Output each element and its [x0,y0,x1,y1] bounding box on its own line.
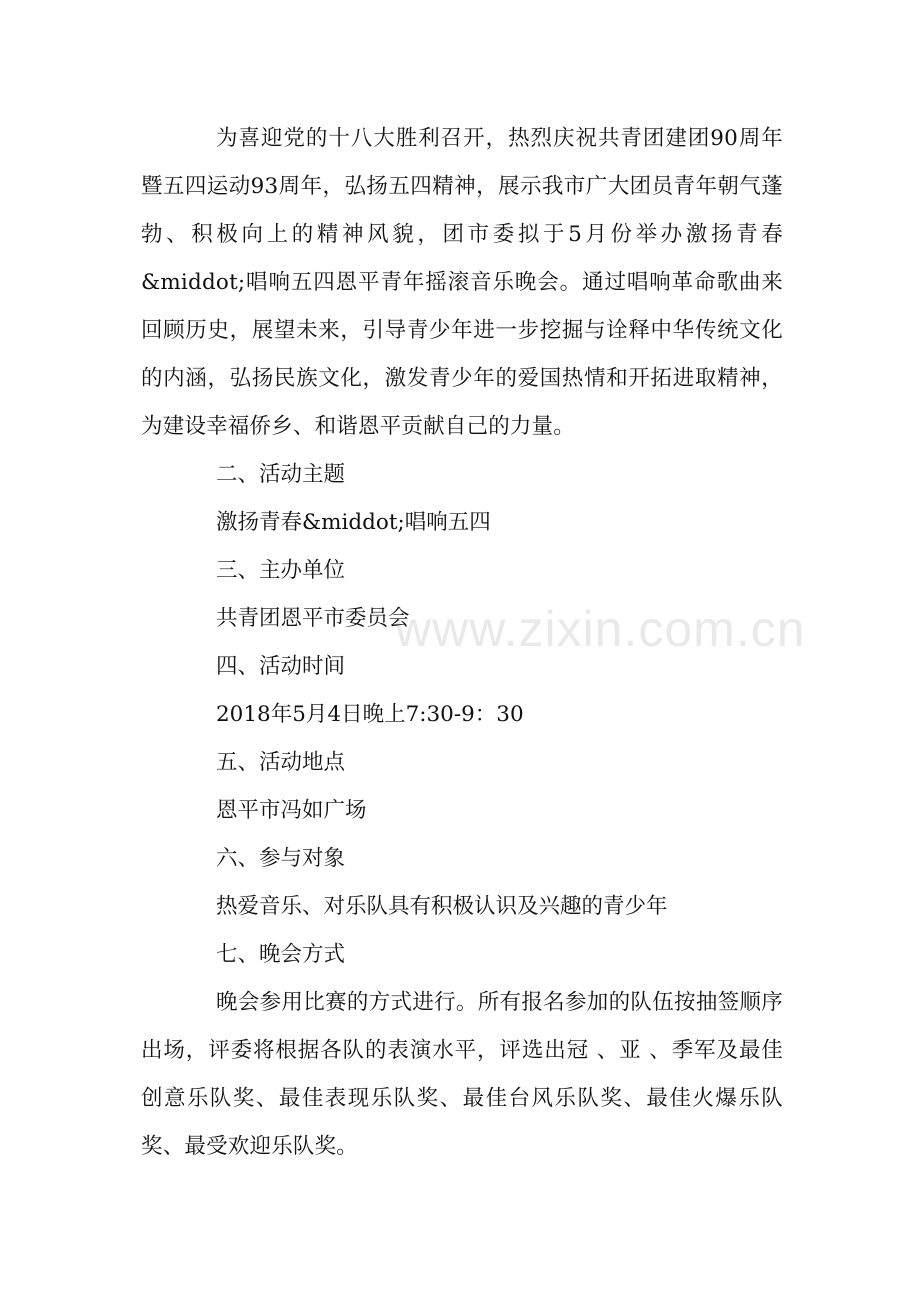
section-content-organizer: 共青团恩平市委员会 [216,606,410,631]
section-heading-time: 四、活动时间 [216,654,346,679]
section-heading-participants: 六、参与对象 [216,846,346,871]
section-content-theme: 激扬青春&middot;唱响五四 [216,510,491,535]
section-content-participants: 热爱音乐、对乐队具有积极认识及兴趣的青少年 [216,894,668,919]
section-heading-method: 七、晚会方式 [216,942,346,967]
section-content-time: 2018年5月4日晚上7:30-9：30 [216,702,524,727]
section-heading-organizer: 三、主办单位 [216,558,346,583]
section-heading-location: 五、活动地点 [216,750,346,775]
section-content-method: 晚会参用比赛的方式进行。所有报名参加的队伍按抽签顺序出场，评委将根据各队的表演水平，评选出冠 、亚 、季军及最佳创意乐队奖、最佳表现乐队奖、最佳台风乐队奖、最佳火爆乐队奖、最受欢迎乐队奖。 [141,990,783,1159]
watermark: www.zixin.com.cn [395,601,806,657]
intro-paragraph: 为喜迎党的十八大胜利召开，热烈庆祝共青团建团90周年暨五四运动93周年，弘扬五四精神，展示我市广大团员青年朝气蓬勃、积极向上的精神风貌，团市委拟于5月份举办激扬青春&middot;唱响五四恩平青年摇滚音乐晚会。通过唱响革命歌曲来回顾历史，展望未来，引导青少年进一步挖掘与诠释中华传统文化的内涵，弘扬民族文化，激发青少年的爱国热情和开拓进取精神，为建设幸福侨乡、和谐恩平贡献自己的力量。 [141,126,783,439]
section-content-location: 恩平市冯如广场 [216,798,367,823]
document-page [141,115,783,1171]
section-heading-theme: 二、活动主题 [216,462,346,487]
